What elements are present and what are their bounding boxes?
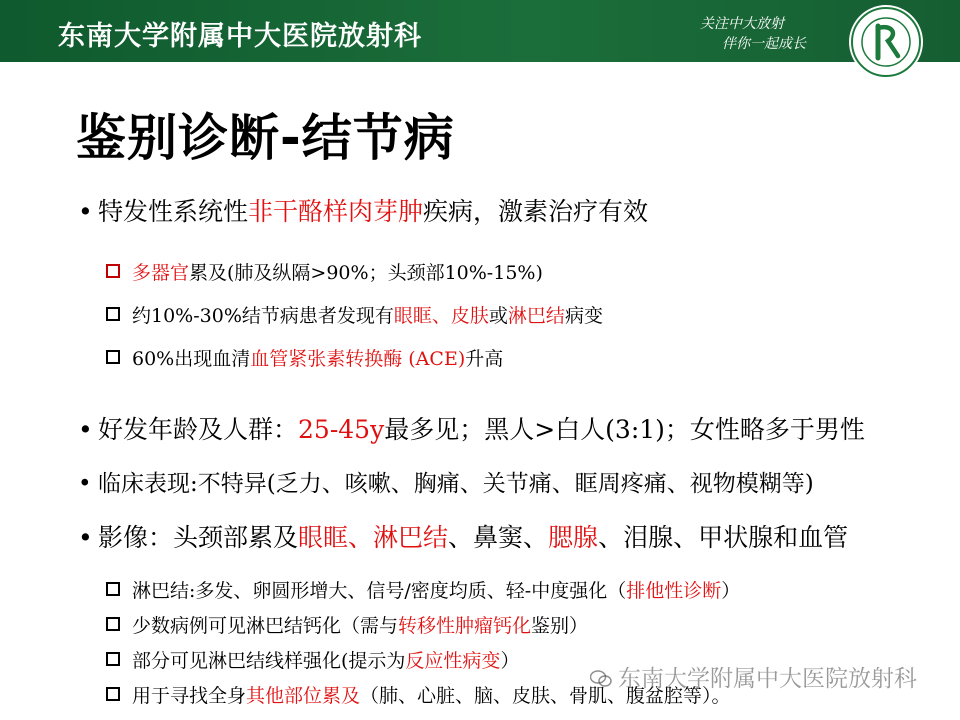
square-bullet-icon [106,617,120,631]
bullet-dot-icon: • [78,415,93,444]
bullet-4 [78,518,848,554]
sub-6-tail: ） [500,650,520,672]
sub-bullet-6 [106,646,519,673]
sub-2-text: 约10%-30%结节病患者发现有 [132,305,394,327]
sub-4-emphasis: 排他性诊断 [626,580,722,602]
bullet-2-text: 好发年龄及人群： [98,415,299,444]
sub-6-emphasis: 反应性病变 [405,650,501,672]
sub-3-text: 60%出现血清 [132,348,251,370]
wechat-icon [590,670,612,688]
sub-4-tail: ） [721,580,741,602]
square-bullet-icon [106,307,120,321]
bullet-dot-icon: • [78,523,93,552]
bullet-1-emphasis: 非干酪样肉芽肿 [248,197,424,226]
bullet-4-text: 影像：头颈部累及 [98,523,299,552]
bullet-2-emphasis: 25-45y [298,415,385,444]
hospital-logo-icon [848,4,924,80]
sub-7-text: 用于寻找全身 [132,685,247,707]
bullet-1-text: 特发性系统性 [98,197,249,226]
bullet-2-tail: 最多见；黑人>白人(3:1)；女性略多于男性 [384,415,865,444]
square-bullet-icon [106,350,120,364]
sub-4-text: 淋巴结:多发、卵圆形增大、信号/密度均质、轻-中度强化（ [132,580,627,602]
sub-5-tail: 鉴别） [531,615,589,637]
sub-3-tail: 升高 [465,348,504,370]
sub-6-text: 部分可见淋巴结线样强化(提示为 [132,650,406,672]
sub-2-emphasis-1: 眼眶、皮肤 [393,305,489,327]
bullet-4-emphasis-2: 腮腺 [548,523,599,552]
header-title: 东南大学附属中大医院放射科 [58,21,422,52]
bullet-1 [78,192,648,228]
bullet-3-text: 临床表现:不特异(乏力、咳嗽、胸痛、关节痛、眶周疼痛、视物模糊等) [98,471,814,497]
bullet-1-tail: 疾病，激素治疗有效 [423,197,649,226]
sub-3-emphasis: 血管紧张素转换酶 (ACE) [250,348,466,370]
bullet-4-tail: 、泪腺、甲状腺和血管 [598,523,849,552]
sub-7-emphasis: 其他部位累及 [246,685,361,707]
sub-5-emphasis: 转移性肿瘤钙化 [398,615,532,637]
square-bullet-icon [106,652,120,666]
sub-2-conj: 或 [488,305,508,327]
sub-1-emphasis: 多器官 [132,262,190,284]
sub-bullet-5 [106,611,588,638]
watermark-text: 东南大学附属中大医院放射科 [618,666,917,692]
sub-bullet-1 [106,258,543,285]
motto-line-2: 伴你一起成长 [722,36,806,52]
sub-5-text: 少数病例可见淋巴结钙化（需与 [132,615,399,637]
motto-line-1: 关注中大放射 [700,16,784,32]
square-bullet-icon [106,582,120,596]
sub-2-tail: 病变 [564,305,603,327]
sub-bullet-4 [106,576,740,603]
sub-bullet-2 [106,301,603,328]
sub-bullet-3 [106,344,503,371]
slide-title: 鉴别诊断-结节病 [76,109,455,167]
bullet-4-emphasis-1: 眼眶、淋巴结 [298,523,449,552]
square-bullet-icon [106,264,120,278]
square-bullet-icon [106,687,120,701]
bullet-dot-icon: • [78,197,93,226]
bullet-dot-icon: • [78,471,92,497]
watermark [590,660,917,693]
bullet-4-mid: 、鼻窦、 [448,523,549,552]
bullet-3 [78,465,814,498]
header-bar [0,0,960,62]
sub-1-text: 累及(肺及纵隔>90%；头颈部10%-15%) [189,262,543,284]
bullet-2 [78,410,865,446]
sub-2-emphasis-2: 淋巴结 [507,305,565,327]
header-motto [700,14,806,54]
sub-7-tail: （肺、心脏、脑、皮肤、骨肌、腹盆腔等）。 [360,685,731,707]
